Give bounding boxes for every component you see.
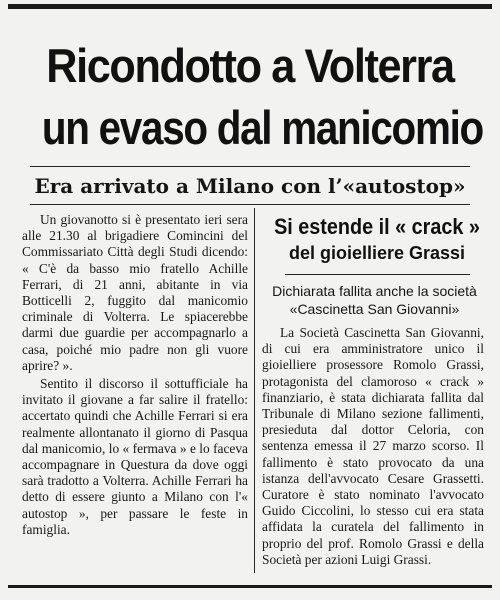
side-article-deck: Dichiarata fallita anche la società «Cascinetta San Giovanni»: [272, 283, 477, 317]
main-article-paragraph: Un giovanotto si è presentato ieri sera alle 21.30 al brigadiere Comincini del Commissariato Città degli Studi dicendo: « C'è da basso mio fratello Achille Ferrari, di 21 anni, abitante in via Botticelli 2, fuggito dal manicomio criminale di Volterra. Le spiacerebbe darmi due guardie per accompagnarlo a casa, poiché mio padre non gli vuore aprire? ».: [22, 212, 248, 373]
subheadline-rule-top: [30, 166, 470, 167]
side-article-paragraph: La Società Cascinetta San Giovanni, di cui era amministratore unico il gioielliere prosessore Romolo Grassi, protagonista del clamoroso « crack » finanziario, è stata dichiarata fallita dal Tribunale di Milano sezione fallimenti, presieduta dal dottor Celoria, con sentenza emessa il 27 marzo scorso. Il fallimento è stato provocato da una istanza dell'avvocato Cesare Grassetti. Curatore è stato nominato l'avvocato Guido Ciccolini, lo stesso cui era stata affidata la curatela del fallimento in proprio del prof. Romolo Grassi e della Società per azioni Luigi Grassi.: [262, 325, 484, 567]
bottom-border-rule: [8, 585, 492, 588]
top-border-rule: [8, 4, 492, 9]
side-article-title-line-2: del gioielliere Grassi: [288, 243, 466, 263]
side-article-title-line-1: Si estende il « crack »: [274, 214, 480, 239]
subheadline: Era arrivato a Milano con l’«autostop»: [34, 174, 466, 198]
side-article-rule: [285, 274, 470, 275]
headline-line-1: Ricondotto a Volterra: [46, 39, 454, 92]
headline-line-2: un evaso dal manicomio: [41, 101, 483, 154]
main-article-paragraph: Sentito il discorso il sottufficiale ha invitato il giovane a far salire il fratello: accertato quindi che Achille Ferrari si era realmente allontanato il giorno di Pasqua dal manicomio, lo « fermava » e lo faceva accompagnare in Questura da dove oggi sarà tradotto a Volterra. Achille Ferrari ha detto di essere giunto a Milano con l'« autostop », per passare le feste in famiglia.: [22, 376, 248, 537]
main-article-body: [22, 212, 248, 538]
column-divider: [254, 208, 255, 573]
side-article-body: [262, 325, 484, 568]
subheadline-rule-bottom: [30, 204, 470, 205]
